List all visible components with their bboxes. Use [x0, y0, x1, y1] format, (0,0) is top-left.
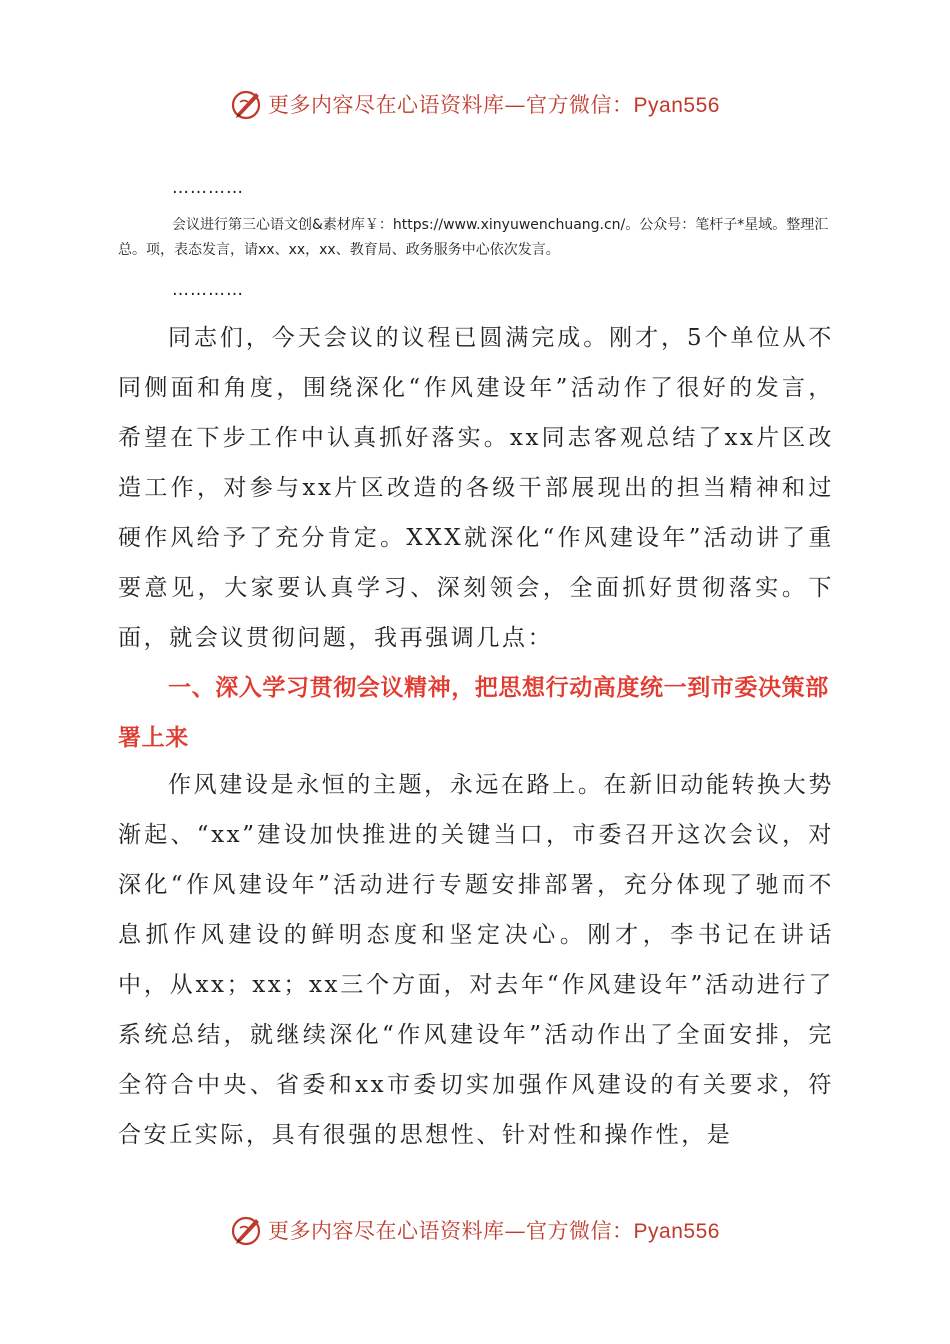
note-paragraph: 会议进行第三心语文创&素材库￥：https://www.xinyuwenchuang.cn/。公众号：笔杆子*星域。整理汇总。项，表态发言，请xx、xx，xx、教育局、政务服务中心依次发言。 [118, 217, 829, 258]
banner-wechat-id: Pyan556 [633, 1220, 720, 1243]
footer-banner [0, 1210, 950, 1250]
pen-logo-icon [230, 1213, 264, 1247]
section-heading-1: 一、深入学习贯彻会议精神，把思想行动高度统一到市委决策部署上来 [118, 675, 829, 751]
banner-wechat-id: Pyan556 [633, 94, 720, 117]
banner-text [268, 1215, 720, 1245]
banner-separator: —官方微信： [504, 1219, 634, 1243]
ellipsis-top: ………… [172, 178, 244, 198]
banner-separator: —官方微信： [504, 93, 634, 117]
closing-paragraph: 同志们，今天会议的议程已圆满完成。刚才，5个单位从不同侧面和角度，围绕深化“作风建设年”活动作了很好的发言，希望在下步工作中认真抓好落实。xx同志客观总结了xx片区改造工作，对参与xx片区改造的各级干部展现出的担当精神和过硬作风给予了充分肯定。XXX就深化“作风建设年”活动讲了重要意见，大家要认真学习、深刻领会，全面抓好贯彻落实。下面，就会议贯彻问题，我再强调几点： [118, 325, 834, 651]
banner-text [268, 89, 720, 119]
ellipsis-bottom: ………… [172, 280, 244, 300]
banner-main-text: 更多内容尽在心语资料库 [268, 1219, 505, 1243]
section-paragraph-1: 作风建设是永恒的主题，永远在路上。在新旧动能转换大势渐起、“xx”建设加快推进的关键当口，市委召开这次会议，对深化“作风建设年”活动进行专题安排部署，充分体现了驰而不息抓作风建设的鲜明态度和坚定决心。刚才，李书记在讲话中，从xx；xx；xx三个方面，对去年“作风建设年”活动进行了系统总结，就继续深化“作风建设年”活动作出了全面安排，完全符合中央、省委和xx市委切实加强作风建设的有关要求，符合安丘实际，具有很强的思想性、针对性和操作性，是 [118, 772, 834, 1148]
banner-main-text: 更多内容尽在心语资料库 [268, 93, 505, 117]
pen-logo-icon [230, 87, 264, 121]
header-banner [0, 84, 950, 124]
